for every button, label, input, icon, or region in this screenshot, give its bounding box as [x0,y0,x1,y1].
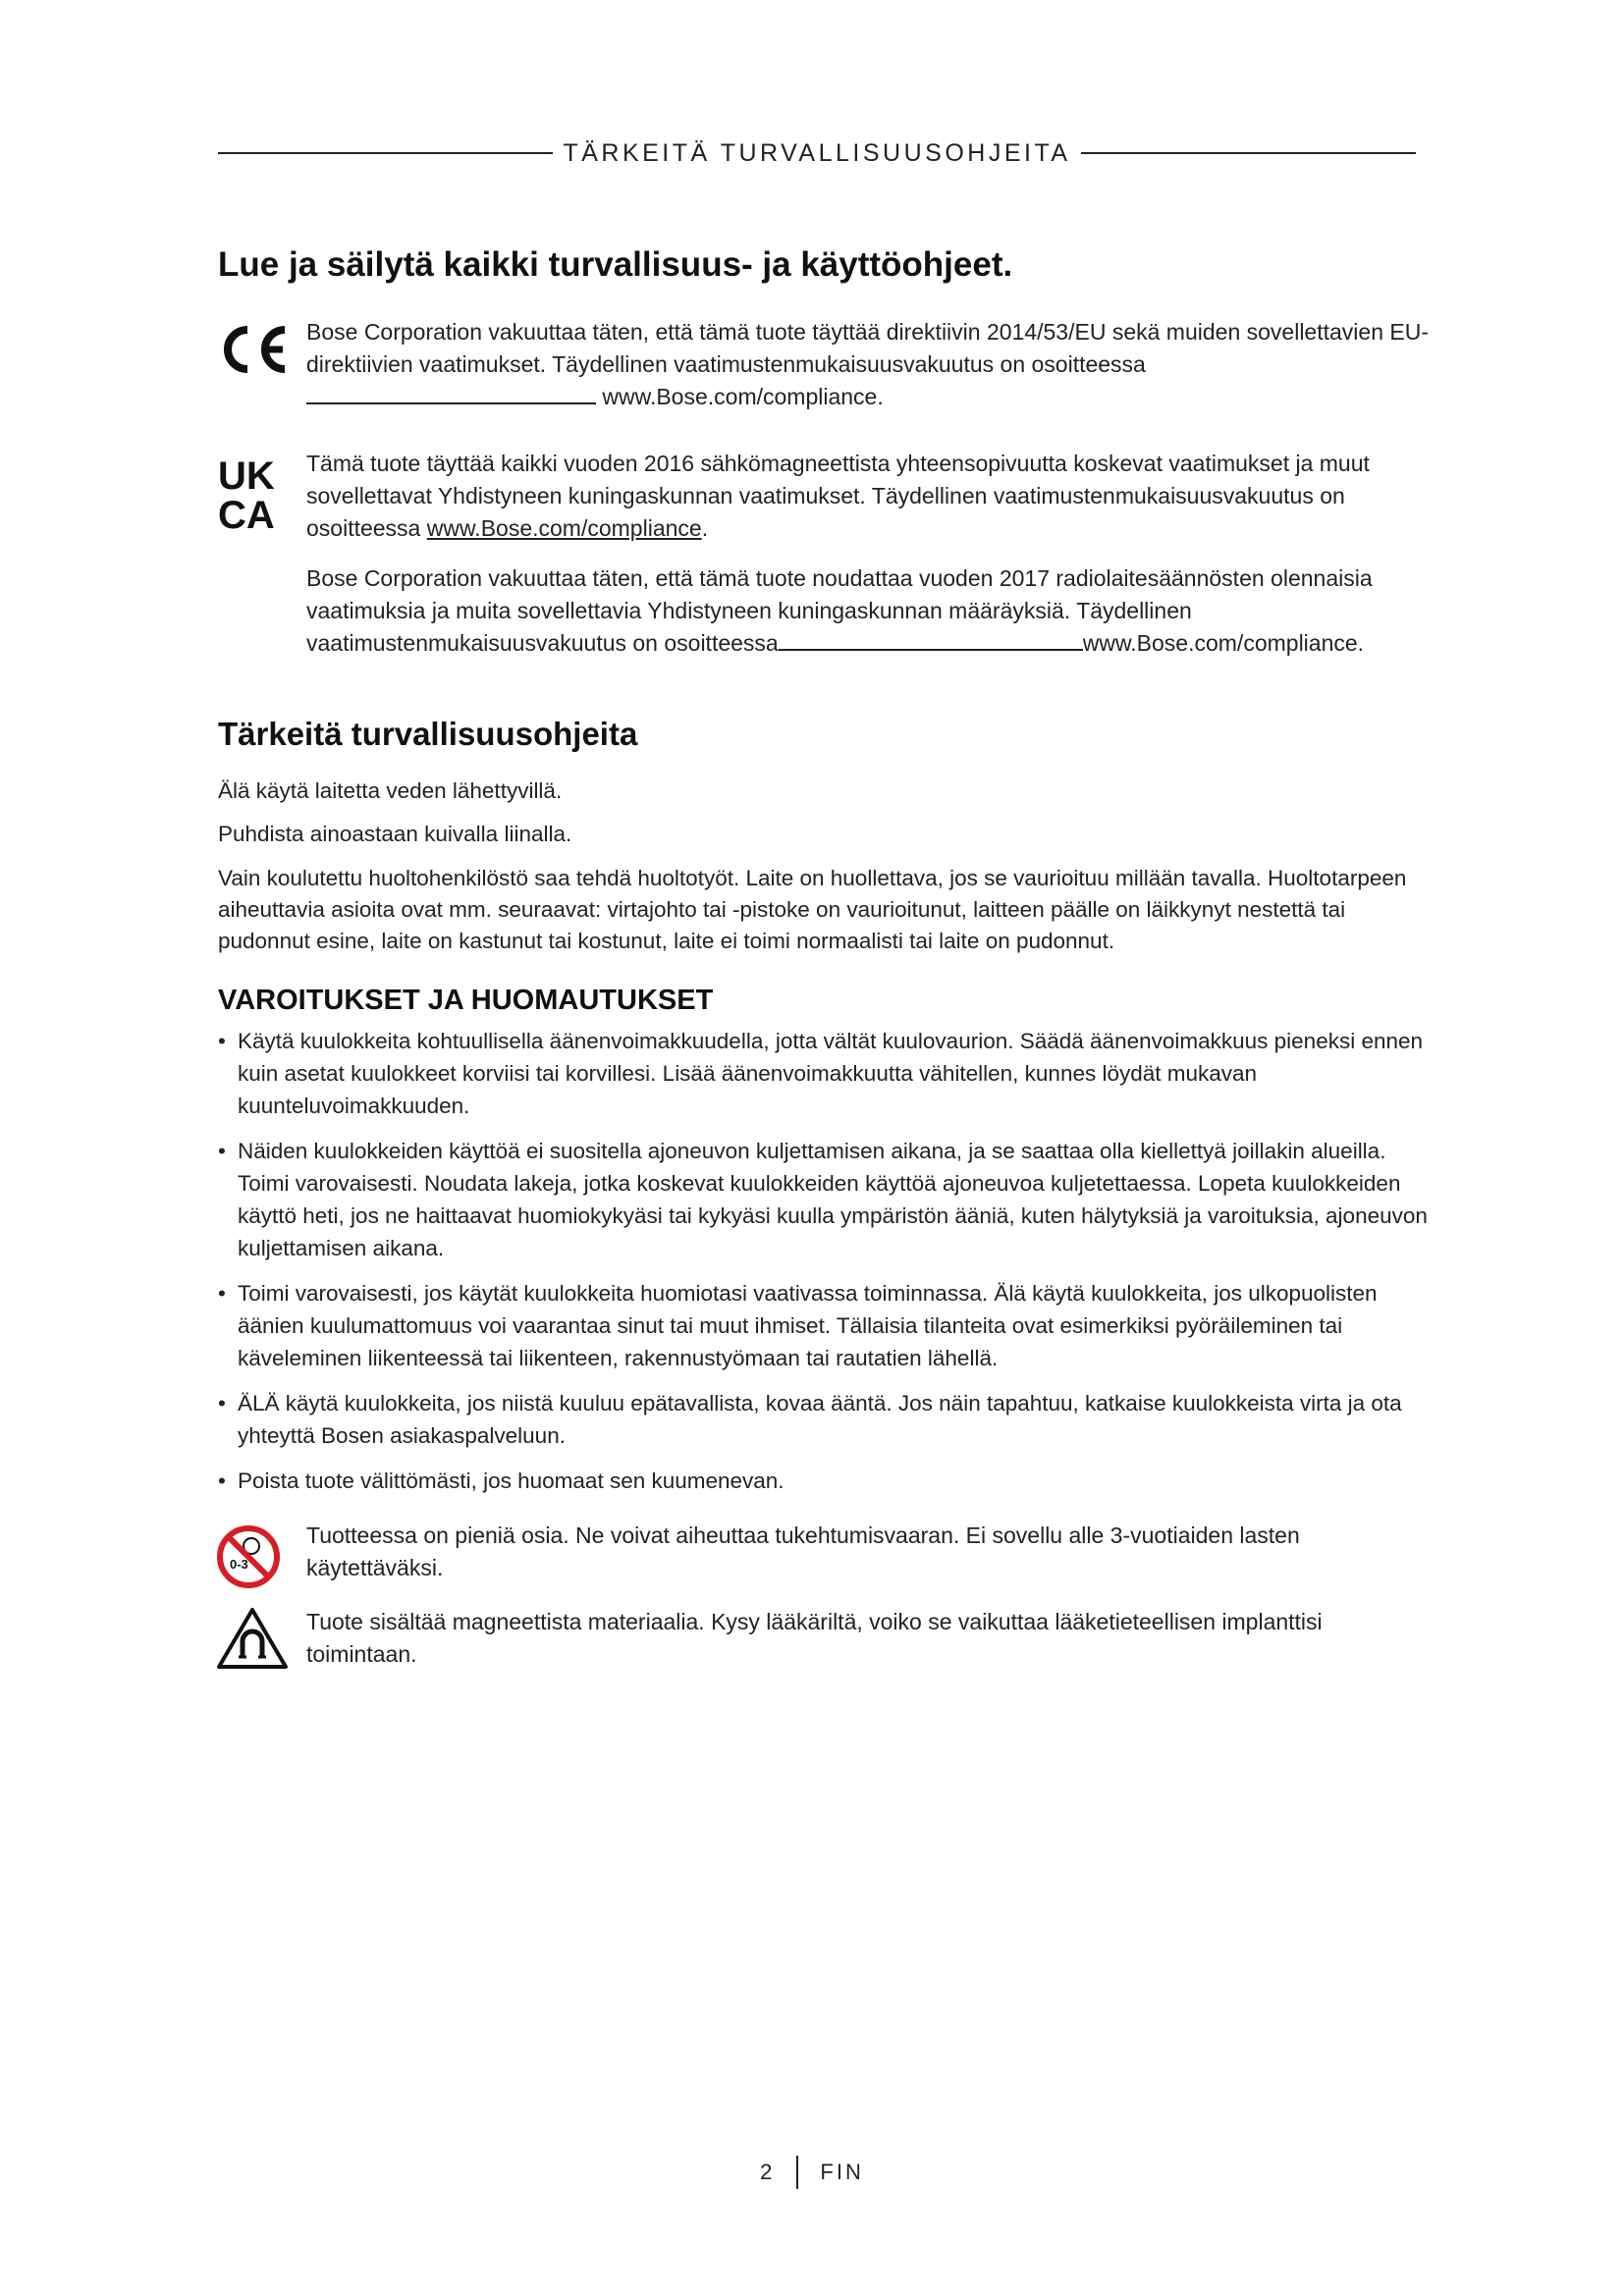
radio-declaration [306,562,1465,660]
main-title: Lue ja säilytä kaikki turvallisuus- ja käyttöohjeet. [218,245,1013,284]
bullet: • [218,1029,226,1053]
bullet: • [218,1281,226,1306]
radio-compliance-url[interactable]: www.Bose.com/compliance. [1082,630,1365,656]
header-title: TÄRKEITÄ TURVALLISUUSOHJEITA [563,138,1071,167]
ukca-declaration-end: . [701,515,709,541]
ukca-compliance-link[interactable]: www.Bose.com/compliance [426,515,702,541]
footer-divider [796,2156,798,2189]
list-item [218,1277,1435,1374]
ce-mark-icon [216,324,289,375]
safety-paragraph-service: Vain koulutettu huoltohenkilöstö saa tehdä huoltotyöt. Laite on huollettava, jos se vaurioituu millään tavalla. Huoltotarpeen aiheuttavia asioita ovat mm. seuraavat: virtajohto tai -pistoke on vaurioitunut, laitteen päälle on läikkynyt nestettä tai pudonnut esine, laite on kastunut tai kostunut, laite ei toimi normaalisti tai laite on pudonnut. [218,866,1407,953]
link-blank [306,397,596,404]
link-blank [779,643,1083,651]
language-code: FIN [820,2160,864,2184]
list-item [218,1025,1435,1122]
ce-declaration-text: Bose Corporation vakuuttaa täten, että tämä tuote täyttää direktiivin 2014/53/EU sekä muiden sovellettavien EU-direktiivien vaatimukset. Täydellinen vaatimustenmukaisuusvakuutus on osoitteessa [306,319,1429,377]
list-item [218,1135,1435,1264]
page-header [218,133,1416,173]
warning-text: Näiden kuulokkeiden käyttöä ei suositella ajoneuvon kuljettamisen aikana, ja se saattaa olla kiellettyä joillakin alueilla. Toimi varovaisesti. Noudata lakeja, jotka koskevat kuulokkeiden käyttöä ajoneuvoa kuljetettaessa. Lopeta kuulokkeiden käyttö heti, jos ne haittaavat huomiokykyäsi tai kykyäsi kuulla ympäristön ääniä, kuten hälytyksiä ja varoituksia, ajoneuvon kuljettamisen aikana. [238,1139,1428,1260]
ukca-declaration [306,448,1416,545]
list-item [218,1387,1435,1452]
list-item [218,1465,1435,1497]
magnet-warning: Tuote sisältää magneettista materiaalia. Kysy lääkäriltä, voiko se vaikuttaa lääketieteellisen implanttisi toimintaan. [306,1609,1323,1667]
ukca-icon-text-uk: UK [218,454,275,498]
radio-declaration-text: Bose Corporation vakuuttaa täten, että tämä tuote noudattaa vuoden 2017 radiolaitesäännösten olennaisia vaatimuksia ja muita sovellettavia Yhdistyneen kuningaskunnan määräyksiä. Täydellinen vaatimustenmukaisuusvakuutus on osoitteessa [306,565,1373,656]
ukca-declaration-text: Tämä tuote täyttää kaikki vuoden 2016 sähkömagneettista yhteensopivuutta koskevat vaatimukset ja muut sovellettavat Yhdistyneen kuningaskunnan vaatimukset. Täydellinen vaatimustenmukaisuusvakuutus on osoitteessa [306,451,1370,541]
safety-paragraph-water: Älä käytä laitetta veden lähettyvillä. [218,778,563,803]
small-parts-warning: Tuotteessa on pieniä osia. Ne voivat aiheuttaa tukehtumisvaaran. Ei sovellu alle 3-vuotiaiden lasten käytettäväksi. [306,1522,1300,1580]
bullet: • [218,1468,226,1493]
safety-paragraph-cleaning: Puhdista ainoastaan kuivalla liinalla. [218,822,572,846]
choking-hazard-age: 0-3 [230,1557,248,1572]
ukca-mark-icon [218,454,289,530]
ukca-icon-text-ca: CA [218,494,275,530]
ce-declaration [306,316,1435,413]
magnet-warning-icon [216,1606,289,1671]
warnings-list [218,1025,1435,1510]
ce-compliance-url[interactable]: www.Bose.com/compliance. [602,384,884,409]
header-rule-left [218,152,553,154]
warnings-title: VAROITUKSET JA HUOMAUTUKSET [218,985,714,1016]
page-number: 2 [760,2160,776,2184]
warning-text: ÄLÄ käytä kuulokkeita, jos niistä kuuluu epätavallista, kovaa ääntä. Jos näin tapahtuu, katkaise kuulokkeista virta ja ota yhteyttä Bosen asiakaspalveluun. [238,1391,1402,1448]
header-rule-right [1081,152,1416,154]
page-footer [0,2155,1624,2190]
safety-title: Tärkeitä turvallisuusohjeita [218,716,638,752]
bullet: • [218,1139,226,1163]
warning-text: Poista tuote välittömästi, jos huomaat sen kuumenevan. [238,1468,785,1493]
bullet: • [218,1391,226,1415]
choking-hazard-icon [216,1524,281,1589]
warning-text: Käytä kuulokkeita kohtuullisella äänenvoimakkuudella, jotta vältät kuulovaurion. Säädä äänenvoimakkuus pieneksi ennen kuin asetat kuulokkeet korviisi tai korvillesi. Lisää äänenvoimakkuutta vähitellen, kunnes löydät mukavan kuunteluvoimakkuuden. [238,1029,1424,1118]
warning-text: Toimi varovaisesti, jos käytät kuulokkeita huomiotasi vaativassa toiminnassa. Älä käytä kuulokkeita, jos ulkopuolisten äänien kuulumattomuus voi vaarantaa sinut tai muut ihmiset. Tällaisia tilanteita ovat esimerkiksi pyöräileminen tai käveleminen liikenteessä tai liikenteen, rakennustyömaan tai rautatien lähellä. [238,1281,1378,1370]
